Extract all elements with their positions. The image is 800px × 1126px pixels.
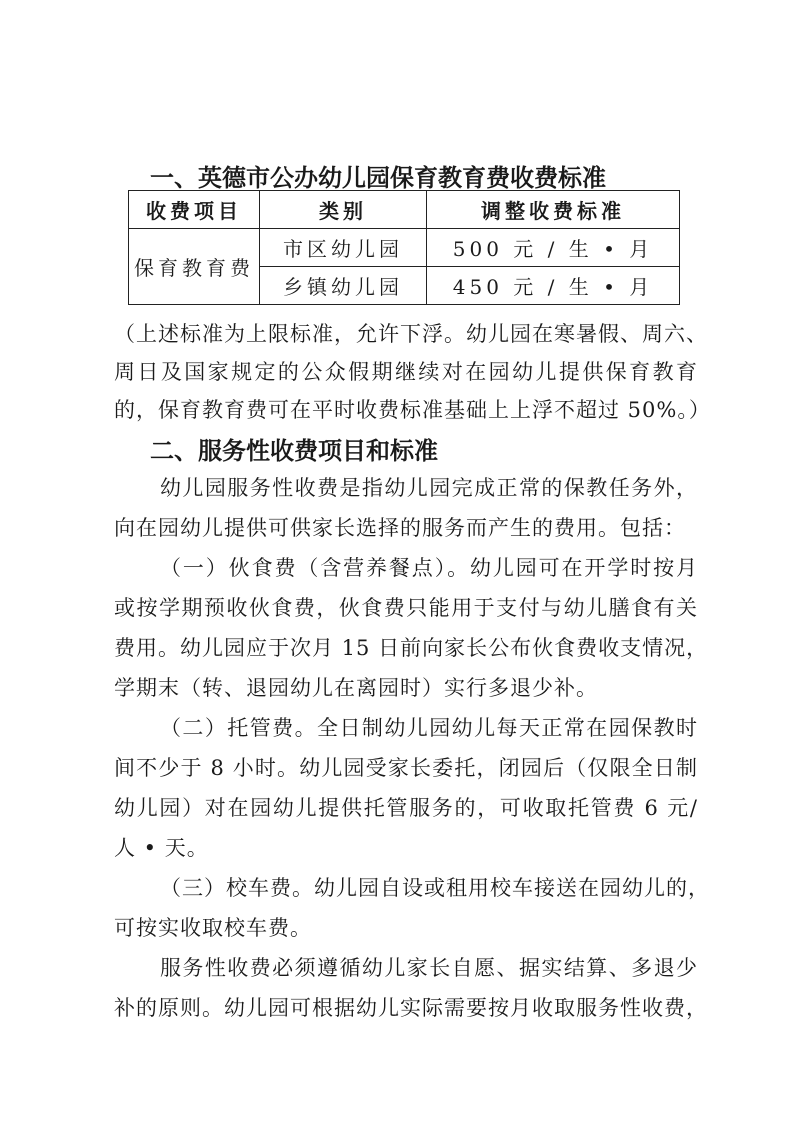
paragraph-line: 向在园幼儿提供可供家长选择的服务而产生的费用。包括：	[114, 516, 686, 540]
standard-cell: 450 元 / 生 • 月	[427, 267, 680, 305]
paragraph-line: 服务性收费必须遵循幼儿家长自愿、据实结算、多退少	[160, 956, 698, 980]
paragraph-line: 可按实收取校车费。	[114, 916, 312, 940]
paragraph-line: 补的原则。幼儿园可根据幼儿实际需要按月收取服务性收费，	[114, 996, 708, 1020]
note-line: （上述标准为上限标准，允许下浮。幼儿园在寒暑假、周六、	[114, 322, 708, 346]
note-line: 的，保育教育费可在平时收费标准基础上上浮不超过 50%。）	[114, 398, 711, 422]
category-cell: 市区幼儿园	[260, 229, 427, 267]
paragraph-line: 学期末（转、退园幼儿在离园时）实行多退少补。	[114, 676, 598, 700]
paragraph-line: （二）托管费。全日制幼儿园幼儿每天正常在园保教时	[160, 716, 698, 740]
fee-item-cell: 保育教育费	[129, 229, 260, 305]
header-standard: 调整收费标准	[427, 191, 680, 229]
paragraph-line: （一）伙食费（含营养餐点）。幼儿园可在开学时按月	[160, 556, 698, 580]
section1-title: 一、英德市公办幼儿园保育教育费收费标准	[150, 164, 606, 192]
paragraph-line: （三）校车费。幼儿园自设或租用校车接送在园幼儿的，	[160, 876, 710, 900]
category-cell: 乡镇幼儿园	[260, 267, 427, 305]
table-row	[129, 229, 680, 267]
header-category: 类别	[260, 191, 427, 229]
table-header-row	[129, 191, 680, 229]
paragraph-line: 幼儿园）对在园幼儿提供托管服务的，可收取托管费 6 元/	[114, 796, 698, 820]
note-line: 周日及国家规定的公众假期继续对在园幼儿提供保育教育	[114, 360, 698, 384]
standard-cell: 500 元 / 生 • 月	[427, 229, 680, 267]
paragraph-line: 间不少于 8 小时。幼儿园受家长委托，闭园后（仅限全日制	[114, 756, 698, 780]
header-item: 收费项目	[129, 191, 260, 229]
section2-title: 二、服务性收费项目和标准	[150, 437, 438, 465]
paragraph-line: 费用。幼儿园应于次月 15 日前向家长公布伙食费收支情况，	[114, 636, 709, 660]
paragraph-line: 人 • 天。	[114, 836, 209, 860]
fee-standard-table	[128, 190, 680, 305]
paragraph-line: 或按学期预收伙食费，伙食费只能用于支付与幼儿膳食有关	[114, 596, 698, 620]
paragraph-line: 幼儿园服务性收费是指幼儿园完成正常的保教任务外，	[160, 476, 698, 500]
